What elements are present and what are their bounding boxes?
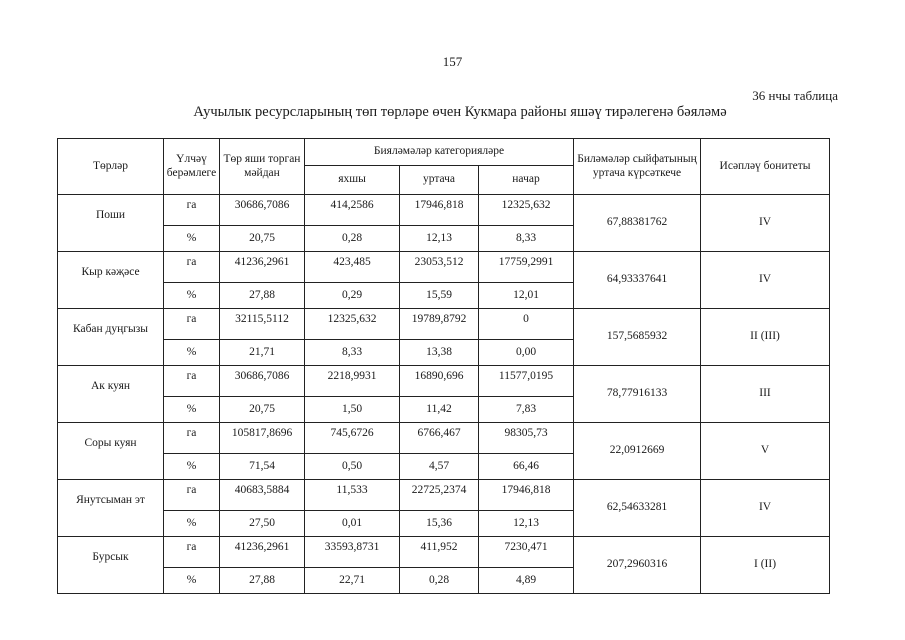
- cell-poor-pct: 66,46: [479, 454, 574, 480]
- species-name: Бурсык: [58, 537, 164, 594]
- cell-good-ha: 33593,8731: [305, 537, 400, 568]
- cell-good-ha: 414,2586: [305, 195, 400, 226]
- cell-area-pct: 21,71: [220, 340, 305, 366]
- cell-poor-ha: 12325,632: [479, 195, 574, 226]
- cell-medium-pct: 12,13: [400, 226, 479, 252]
- cell-good-ha: 12325,632: [305, 309, 400, 340]
- quality-index: 67,88381762: [574, 195, 701, 252]
- cell-medium-pct: 4,57: [400, 454, 479, 480]
- cell-medium-ha: 19789,8792: [400, 309, 479, 340]
- habitat-assessment-table: [57, 138, 830, 594]
- cell-area-pct: 20,75: [220, 397, 305, 423]
- cell-medium-pct: 11,42: [400, 397, 479, 423]
- cell-area-ha: 41236,2961: [220, 537, 305, 568]
- bonitet: III: [701, 366, 830, 423]
- cell-good-pct: 1,50: [305, 397, 400, 423]
- cell-poor-pct: 12,13: [479, 511, 574, 537]
- cell-medium-ha: 6766,467: [400, 423, 479, 454]
- cell-poor-ha: 11577,0195: [479, 366, 574, 397]
- cell-medium-ha: 23053,512: [400, 252, 479, 283]
- cell-unit-pct: %: [164, 340, 220, 366]
- cell-good-ha: 2218,9931: [305, 366, 400, 397]
- cell-unit-ha: га: [164, 537, 220, 568]
- cell-unit-pct: %: [164, 568, 220, 594]
- cell-unit-ha: га: [164, 366, 220, 397]
- cell-unit-ha: га: [164, 252, 220, 283]
- header-species: Төрләр: [58, 139, 164, 195]
- page-number: 157: [442, 54, 463, 69]
- cell-area-pct: 20,75: [220, 226, 305, 252]
- cell-medium-ha: 16890,696: [400, 366, 479, 397]
- cell-unit-pct: %: [164, 226, 220, 252]
- species-name: Поши: [58, 195, 164, 252]
- species-name: Кабан дуңгызы: [58, 309, 164, 366]
- quality-index: 22,0912669: [574, 423, 701, 480]
- quality-index: 64,93337641: [574, 252, 701, 309]
- quality-index: 157,5685932: [574, 309, 701, 366]
- cell-unit-pct: %: [164, 397, 220, 423]
- cell-poor-pct: 8,33: [479, 226, 574, 252]
- cell-medium-pct: 13,38: [400, 340, 479, 366]
- cell-good-ha: 11,533: [305, 480, 400, 511]
- cell-poor-pct: 0,00: [479, 340, 574, 366]
- cell-poor-pct: 4,89: [479, 568, 574, 594]
- cell-good-ha: 423,485: [305, 252, 400, 283]
- cell-area-pct: 71,54: [220, 454, 305, 480]
- cell-poor-ha: 98305,73: [479, 423, 574, 454]
- cell-good-pct: 0,28: [305, 226, 400, 252]
- cell-area-ha: 41236,2961: [220, 252, 305, 283]
- document-title: Аучылык ресурсларының төп төрләре өчен Кукмара районы яшәү тирәлегенә бәяләмә: [193, 104, 727, 120]
- header-area: Төр яши торган мәйдан: [220, 139, 305, 195]
- bonitet: IV: [701, 195, 830, 252]
- cell-unit-pct: %: [164, 283, 220, 309]
- cell-medium-ha: 17946,818: [400, 195, 479, 226]
- quality-index: 62,54633281: [574, 480, 701, 537]
- cell-unit-ha: га: [164, 309, 220, 340]
- cell-area-ha: 30686,7086: [220, 366, 305, 397]
- bonitet: II (III): [701, 309, 830, 366]
- bonitet: V: [701, 423, 830, 480]
- cell-area-pct: 27,50: [220, 511, 305, 537]
- bonitet: IV: [701, 480, 830, 537]
- header-medium: уртача: [400, 166, 479, 195]
- species-name: Янутсыман эт: [58, 480, 164, 537]
- cell-good-pct: 22,71: [305, 568, 400, 594]
- cell-unit-ha: га: [164, 480, 220, 511]
- cell-poor-ha: 17759,2991: [479, 252, 574, 283]
- header-good: яхшы: [305, 166, 400, 195]
- cell-area-ha: 32115,5112: [220, 309, 305, 340]
- cell-medium-pct: 0,28: [400, 568, 479, 594]
- cell-medium-ha: 22725,2374: [400, 480, 479, 511]
- cell-area-ha: 105817,8696: [220, 423, 305, 454]
- species-name: Ак куян: [58, 366, 164, 423]
- header-quality-index: Биләмәләр сыйфатының уртача күрсәткече: [574, 139, 701, 195]
- header-poor: начар: [479, 166, 574, 195]
- table-label: 36 нчы таблица: [752, 88, 838, 103]
- cell-good-pct: 0,29: [305, 283, 400, 309]
- cell-good-pct: 0,50: [305, 454, 400, 480]
- quality-index: 78,77916133: [574, 366, 701, 423]
- cell-good-ha: 745,6726: [305, 423, 400, 454]
- bonitet: IV: [701, 252, 830, 309]
- header-unit: Үлчәү берәмлеге: [164, 139, 220, 195]
- species-name: Кыр кәҗәсе: [58, 252, 164, 309]
- cell-medium-pct: 15,59: [400, 283, 479, 309]
- species-name: Соры куян: [58, 423, 164, 480]
- cell-area-pct: 27,88: [220, 568, 305, 594]
- cell-poor-ha: 17946,818: [479, 480, 574, 511]
- cell-good-pct: 8,33: [305, 340, 400, 366]
- cell-area-ha: 30686,7086: [220, 195, 305, 226]
- cell-area-pct: 27,88: [220, 283, 305, 309]
- cell-medium-ha: 411,952: [400, 537, 479, 568]
- cell-poor-pct: 12,01: [479, 283, 574, 309]
- cell-unit-pct: %: [164, 511, 220, 537]
- cell-unit-ha: га: [164, 195, 220, 226]
- quality-index: 207,2960316: [574, 537, 701, 594]
- bonitet: I (II): [701, 537, 830, 594]
- cell-area-ha: 40683,5884: [220, 480, 305, 511]
- cell-poor-pct: 7,83: [479, 397, 574, 423]
- cell-poor-ha: 7230,471: [479, 537, 574, 568]
- cell-medium-pct: 15,36: [400, 511, 479, 537]
- cell-unit-ha: га: [164, 423, 220, 454]
- header-categories: Бияләмәләр категорияләре: [305, 139, 574, 166]
- cell-unit-pct: %: [164, 454, 220, 480]
- cell-poor-ha: 0: [479, 309, 574, 340]
- header-bonitet: Исәпләү бонитеты: [701, 139, 830, 195]
- cell-good-pct: 0,01: [305, 511, 400, 537]
